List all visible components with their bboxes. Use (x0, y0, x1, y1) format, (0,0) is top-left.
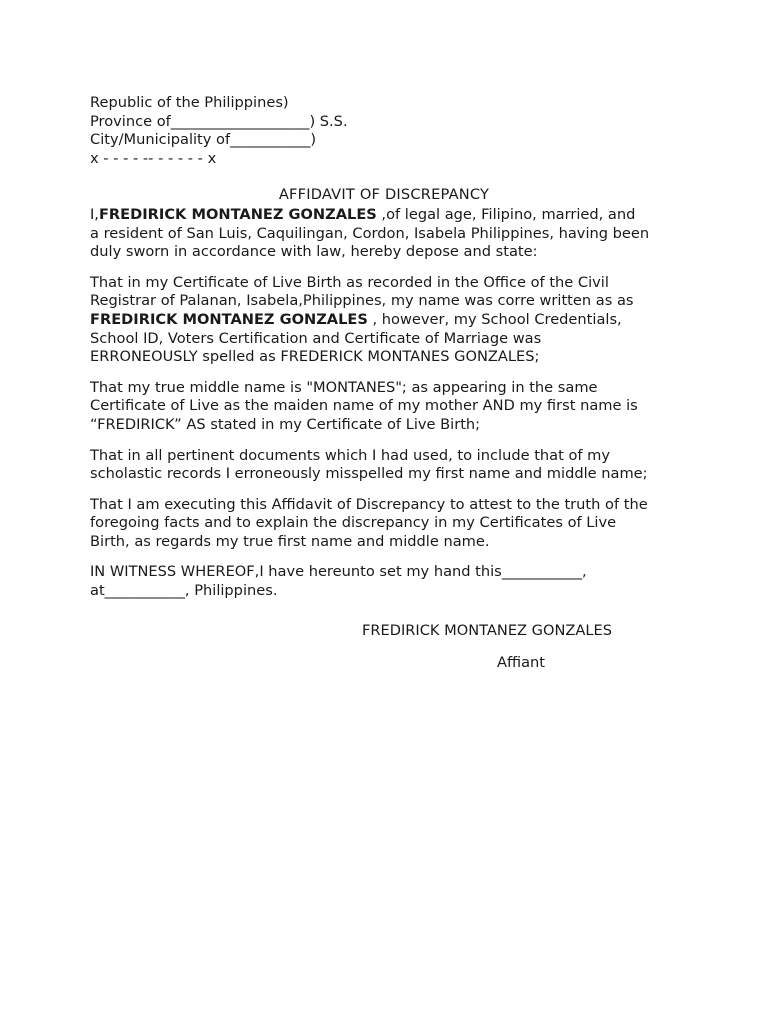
paragraph-purpose (90, 496, 690, 552)
paragraph-middle-name (90, 379, 690, 435)
venue-province: Province of___________________) S.S. (90, 112, 348, 130)
para1-line5: ERRONEOUSLY spelled as FREDERICK MONTANES GONZALES; (90, 348, 540, 366)
paragraph-birth-certificate (90, 274, 690, 367)
intro-paragraph (90, 206, 690, 262)
affidavit-document (90, 94, 690, 671)
para1-line3-rest: , however, my School Credentials, (367, 310, 622, 328)
signature-name: FREDIRICK MONTANEZ GONZALES (362, 622, 612, 639)
para4-line1: That I am executing this Affidavit of Discrepancy to attest to the truth of the (90, 495, 648, 513)
affiant-name: FREDIRICK MONTANEZ GONZALES (98, 205, 377, 223)
para4-line2: foregoing facts and to explain the discrepancy in my Certificates of Live (90, 514, 617, 532)
venue-block (90, 94, 690, 168)
witness-paragraph (90, 563, 690, 600)
para1-name: FREDIRICK MONTANEZ GONZALES (90, 310, 368, 328)
venue-republic: Republic of the Philippines) (90, 94, 289, 111)
document-title: AFFIDAVIT OF DISCREPANCY (278, 186, 490, 204)
witness-line1: IN WITNESS WHEREOF,I have hereunto set my hand this___________, (90, 563, 587, 581)
para2-line3: “FREDIRICK” AS stated in my Certificate of Live Birth; (90, 415, 481, 433)
para2-line1: That my true middle name is "MONTANES"; as appearing in the same (90, 378, 598, 396)
venue-separator: x - - - - -- - - - - - x (90, 149, 217, 167)
intro-line3: duly sworn in accordance with law, hereby depose and state: (90, 243, 538, 261)
paragraph-documents (90, 447, 690, 484)
para2-line2: Certificate of Live as the maiden name of my mother AND my first name is (90, 397, 638, 415)
venue-city: City/Municipality of___________) (90, 131, 317, 149)
intro-line2: a resident of San Luis, Caquilingan, Cordon, Isabela Philippines, having been (90, 224, 650, 242)
para1-line2: Registrar of Palanan, Isabela,Philippines, my name was corre written as as (90, 292, 634, 310)
intro-prefix: I, (90, 205, 99, 223)
para3-line1: That in all pertinent documents which I had used, to include that of my (90, 446, 611, 464)
para3-line2: scholastic records I erroneously misspelled my first name and middle name; (90, 465, 648, 483)
para4-line3: Birth, as regards my true first name and middle name. (90, 532, 490, 550)
para1-line4: School ID, Voters Certification and Certificate of Marriage was (90, 329, 542, 347)
witness-line2: at___________, Philippines. (90, 582, 278, 600)
signature-role: Affiant (497, 654, 546, 671)
para1-line1: That in my Certificate of Live Birth as recorded in the Office of the Civil (90, 273, 609, 291)
intro-line1-rest: ,of legal age, Filipino, married, and (376, 205, 636, 223)
